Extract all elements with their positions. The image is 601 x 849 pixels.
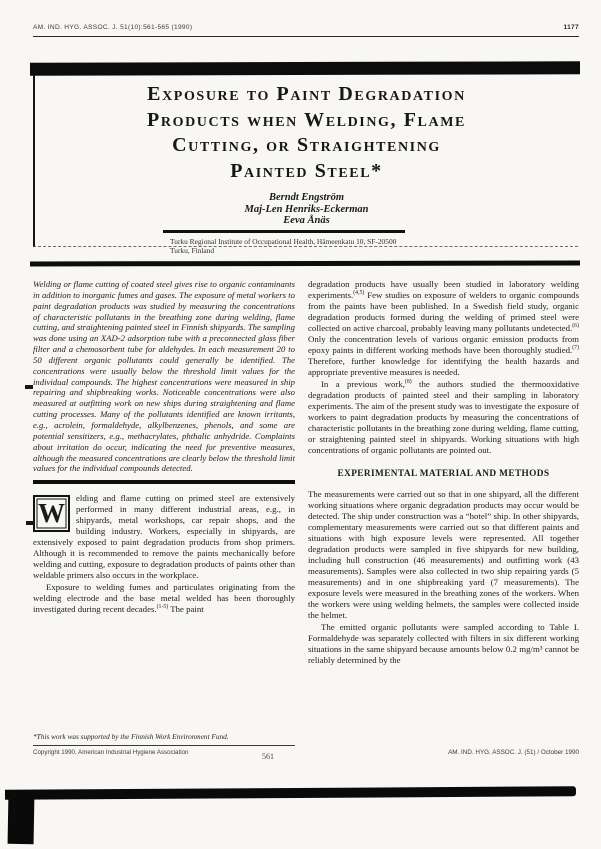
paragraph-text: the authors studied the thermooxidative degradation products of painted steel and their sampling in laboratory experiments. The aim of the present study was to investigate the exposure of workers to paint degradation products by measuring the concentrations of characteristic pollutants in the breathing zone during welding, flame cutting, or straightening painted steel in shipyards. Working situations with high concentrations of organic pollutants are pointed out. [308,379,579,455]
paragraph: The measurements were carried out so that in one shipyard, all the different working situations where organic degradation products may occur would be detected. The ship under construction was a “hotel” ship. In other shipyards, complementary measurements were carried out so that different paints and situations with high exposure levels were represented. All together degradation products were sampled in five shipyards for new building, including hull construction (46 measurements) and outfitting work (43 measurements). Samples were also collected in two ship repairing yards (5 measurements) and in one shipbreaking yard (7 measurements). The exposure levels were measured in the breathing zones of the workers. When the workers were using welding helmets, the samples were collected inside the helmet. [308,489,579,620]
copyright-notice: Copyright 1990, American Industrial Hygiene Association [33,749,189,756]
journal-footer: AM. IND. HYG. ASSOC. J. (51) / October 1990 [448,749,579,756]
affiliation-line-1: Turku Regional Institute of Occupational Health, Hämeenkatu 10, SF-20500 [170,236,397,246]
intro-paragraph-text: elding and flame cutting on primed steel are extensively performed in many different industrial areas, e.g., in shipyards, metal workshops, car repair shops, and the building industry. Workers, especially in shipyards, are extensively exposed to paint degradation products from shop primers. Although it is recommended to remove the paints mechanically before welding and cutting, exposure to degradation products of paints other than weldable primers also occurs in the workplace. [33,493,295,581]
scan-artifact-bar [5,786,576,799]
article-title-line-2: Products when Welding, Flame [147,108,466,131]
title-top-bar [30,61,580,75]
scan-artifact-speck [26,521,34,525]
author-name-2: Maj-Len Henriks-Eckerman [244,203,369,215]
article-title [35,82,578,184]
paragraph: The emitted organic pollutants were sampled according to Table I. Formaldehyde was separately collected with filters in six different working situations in the same shipyard because amounts below 0.2 mg/m³ cannot be reliably determined by the [308,622,579,665]
left-column [33,279,295,756]
affiliation [170,237,578,255]
reference-marker: (6) [572,323,579,330]
right-column [308,279,579,756]
reference-marker: (8) [404,379,412,386]
paragraph [308,279,579,378]
paragraph-text: Exposure to welding fumes and particulates originating from the welding electrode and the base metal welded has been thoroughly investigated during recent decades. [33,582,295,615]
intro-paragraph [33,493,295,581]
author-list [35,192,578,227]
reference-marker: (1-5) [156,604,169,611]
footnote: *This work was supported by the Finnish Work Environment Fund. [33,732,229,741]
page-number: 561 [262,752,274,761]
paragraph-text: In a previous work, [321,379,405,389]
article-title-line-1: Exposure to Paint Degradation [147,83,466,105]
paragraph-text: Only the concentration levels of various organic emission products from epoxy paints in different working methods have been thoroughly studied. [308,334,579,355]
reference-marker: (4,5) [353,290,365,297]
affiliation-line-2: Turku, Finland [170,245,215,255]
article-title-line-3: Cutting, or Straightening [172,134,441,156]
abstract-text: Welding or flame cutting of coated steel gives rise to organic contaminants in addition to inorganic fumes and gases. The exposure of metal workers to paint degradation products was studied by measuring the concentrations of characteristic pollutants in the breathing zone during welding, flame cutting, and straightening painted steel in Finnish shipyards. The sampling was done using an XAD-2 adsorption tube with a preconnected glass fiber filter and a chemosorbent tube for aldehydes. In each measurement 20 to 50 different organic pollutants could generally be identified. The concentrations were usually below the threshold limit values for the individual compounds. The highest concentrations were measured in ship repairing and shipbreaking works. Noticeable concentrations were also measured at outfitting work on new ships during straightening and flame cutting processes. Many of the pollutants identified are known irritants, e.g., acrolein, formaldehyde, alkylbenzenes, phenols, and some are potential sensitizers, e.g., methacrylates, phthalic anhydride. Complaints about irritation do occur, indicating the need for preventive measures, although the measured concentrations are clearly below the threshold limit values for the individual compounds detected. [33,279,295,474]
paragraph-text: degradation products have usually been studied in laboratory welding experiments. [308,279,579,300]
footnote-rule [33,745,295,746]
reference-marker: (7) [572,345,579,352]
paragraph [308,379,579,456]
authors-rule [163,230,405,233]
paragraph [33,582,295,615]
page-header [33,24,579,31]
dropcap-letter: W [38,498,65,529]
article-title-line-4: Painted Steel* [230,159,383,182]
paragraph-text: Few studies on exposure of welders to organic compounds from the paints have been published. In a Swedish field study, organic degradation products formed during the welding of primed steel were collected on active charcoal, probably leaving many pollutants undetected. [308,290,579,333]
header-folio: 1177 [563,24,579,31]
scan-artifact-blob [8,794,35,844]
author-name-1: Berndt Engström [269,192,344,203]
section-divider [30,261,580,267]
abstract-divider [33,480,295,484]
paragraph-text: Therefore, further knowledge for identifying the health hazards and appropriate preventive measures is needed. [308,356,579,377]
author-name-3: Eeva Ånäs [283,215,330,227]
header-rule [33,36,579,37]
header-citation: AM. IND. HYG. ASSOC. J. 51(10):561-565 (1990) [33,24,193,31]
section-heading-experimental: EXPERIMENTAL MATERIAL AND METHODS [337,469,550,479]
dropcap-box [33,495,70,532]
scan-artifact-speck [25,385,33,389]
paragraph-text: The paint [168,604,204,615]
article-body [33,279,579,756]
title-box [33,75,578,255]
